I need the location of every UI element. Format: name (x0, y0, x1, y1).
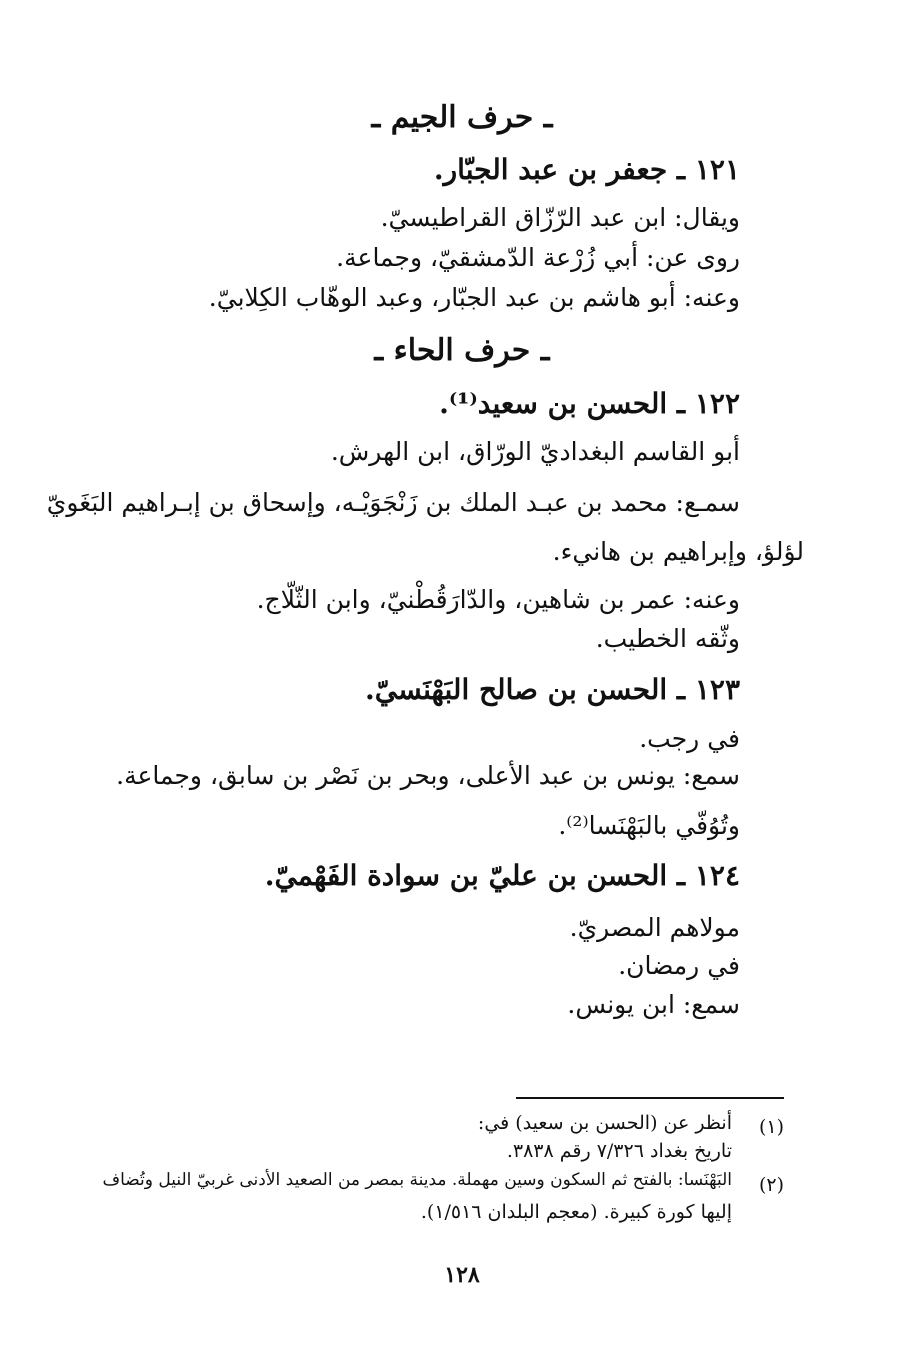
footnote-separator (516, 1097, 784, 1099)
entry-121-title: ١٢١ ـ جعفر بن عبد الجبّار. (433, 153, 740, 186)
page-number: ١٢٨ (444, 1262, 480, 1288)
entry-123-line: سمع: يونس بن عبد الأعلى، وبحر بن نَصْر بن سابق، وجماعة. (116, 761, 740, 790)
entry-122-line: وثّقه الخطيب. (595, 624, 740, 653)
entry-124-line: في رمضان. (618, 951, 740, 980)
entry-124-title: ١٢٤ ـ الحسن بن عليّ بن سوادة الفَهْميّ. (264, 859, 740, 892)
entry-123-title: ١٢٣ ـ الحسن بن صالح البَهْنَسيّ. (365, 673, 740, 706)
entry-124-line: سمع: ابن يونس. (567, 990, 740, 1019)
entry-122-line: لؤلؤ، وإبراهيم بن هانيء. (552, 537, 804, 566)
footnote-2-line: إليها كورة كبيرة. (معجم البلدان ١/٥١٦). (420, 1201, 732, 1223)
footnote-1-line: تاريخ بغداد ٧/٣٢٦ رقم ٣٨٣٨. (506, 1140, 732, 1162)
entry-124-line: مولاهم المصريّ. (569, 913, 740, 942)
section-heading-ha: ـ حرف الحاء ـ (374, 333, 550, 368)
entry-122-line: سمـع: محمد بن عبـد الملك بن زَنْجَوَيْـه، وإسحاق بن إبـراهيم البَغَويّ (46, 488, 740, 517)
footnote-2-line: البَهْنَسا: بالفتح ثم السكون وسين مهملة. مدينة بمصر من الصعيد الأدنى غربيّ النيل وتُضاف (102, 1170, 732, 1190)
entry-122-line: وعنه: عمر بن شاهين، والدّارَقُطْنيّ، وابن الثّلّاج. (256, 585, 740, 614)
entry-123-line: في رجب. (639, 724, 740, 753)
entry-121-line: روى عن: أبي زُرْعة الدّمشقيّ، وجماعة. (336, 243, 740, 272)
footnote-2-number: (٢) (758, 1174, 784, 1196)
entry-122-line: أبو القاسم البغداديّ الورّاق، ابن الهرش. (330, 437, 740, 466)
footnote-1-number: (١) (758, 1116, 784, 1138)
entry-123-line: وتُوُفّي بالبَهْنَسا⁽²⁾. (558, 811, 740, 840)
footnote-1-line: أنظر عن (الحسن بن سعيد) في: (477, 1112, 732, 1134)
entry-122-title: ١٢٢ ـ الحسن بن سعيد⁽¹⁾. (439, 387, 740, 420)
section-heading-jim: ـ حرف الجيم ـ (371, 100, 553, 135)
entry-121-line: ويقال: ابن عبد الرّزّاق القراطيسيّ. (380, 203, 740, 232)
entry-121-line: وعنه: أبو هاشم بن عبد الجبّار، وعبد الوهّاب الكِلابيّ. (208, 283, 740, 312)
